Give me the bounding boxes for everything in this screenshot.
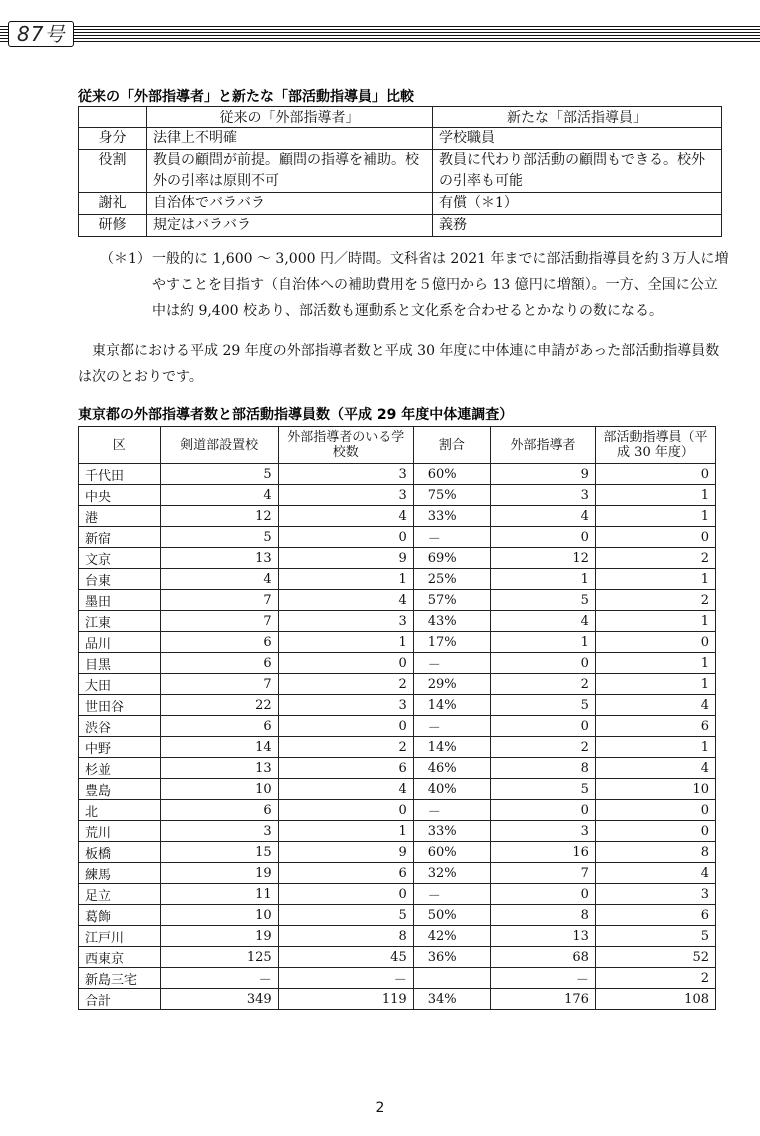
comparison-old-cell: 規定はバラバラ xyxy=(147,215,433,237)
schools-with-coach-cell: 3 xyxy=(278,464,413,485)
kendo-schools-cell: 12 xyxy=(160,506,278,527)
ward-cell: 北 xyxy=(79,800,161,821)
schools-with-coach-cell: 6 xyxy=(278,758,413,779)
ratio-cell: － xyxy=(413,527,490,548)
ratio-cell: 32% xyxy=(413,863,490,884)
stats-row xyxy=(79,968,716,989)
external-coaches-cell: 0 xyxy=(491,527,596,548)
issue-number-tab: 87号 xyxy=(8,21,74,47)
club-instructors-cell: 5 xyxy=(595,926,715,947)
external-coaches-cell: 16 xyxy=(491,842,596,863)
comparison-old-cell: 法律上不明確 xyxy=(147,128,433,150)
schools-with-coach-cell: 2 xyxy=(278,674,413,695)
stats-row xyxy=(79,905,716,926)
external-coaches-cell: 2 xyxy=(491,737,596,758)
ratio-cell: 50% xyxy=(413,905,490,926)
external-coaches-cell: 4 xyxy=(491,506,596,527)
schools-with-coach-cell: 8 xyxy=(278,926,413,947)
external-coaches-cell: － xyxy=(491,968,596,989)
external-coaches-cell: 68 xyxy=(491,947,596,968)
ratio-cell: 25% xyxy=(413,569,490,590)
club-instructors-cell: 6 xyxy=(595,905,715,926)
club-instructors-cell: 4 xyxy=(595,758,715,779)
stats-row xyxy=(79,737,716,758)
ratio-cell: 17% xyxy=(413,632,490,653)
club-instructors-cell: 1 xyxy=(595,674,715,695)
schools-with-coach-cell: 45 xyxy=(278,947,413,968)
kendo-schools-cell: 7 xyxy=(160,674,278,695)
kendo-schools-cell: 13 xyxy=(160,548,278,569)
comparison-row-label: 研修 xyxy=(79,215,147,237)
schools-with-coach-cell: 4 xyxy=(278,779,413,800)
comparison-header-new: 新たな「部活指導員」 xyxy=(433,107,722,128)
stats-header-external-coaches: 外部指導者 xyxy=(491,427,596,464)
club-instructors-cell: 0 xyxy=(595,821,715,842)
stats-row xyxy=(79,863,716,884)
schools-with-coach-cell: 3 xyxy=(278,695,413,716)
ward-cell: 足立 xyxy=(79,884,161,905)
ratio-cell: 46% xyxy=(413,758,490,779)
kendo-schools-cell: 13 xyxy=(160,758,278,779)
ward-cell: 豊島 xyxy=(79,779,161,800)
schools-with-coach-cell: 0 xyxy=(278,884,413,905)
comparison-row xyxy=(79,193,722,215)
stats-row xyxy=(79,569,716,590)
club-instructors-cell: 1 xyxy=(595,485,715,506)
stats-header-schools-with-coach: 外部指導者のいる学校数 xyxy=(278,427,413,464)
stats-header-ward: 区 xyxy=(79,427,161,464)
schools-with-coach-cell: 4 xyxy=(278,506,413,527)
comparison-table xyxy=(78,106,722,237)
comparison-new-cell: 義務 xyxy=(433,215,722,237)
external-coaches-cell: 0 xyxy=(491,653,596,674)
schools-with-coach-cell: 6 xyxy=(278,863,413,884)
ward-cell: 新宿 xyxy=(79,527,161,548)
stats-row xyxy=(79,632,716,653)
stats-row xyxy=(79,674,716,695)
intro-paragraph: 東京都における平成 29 年度の外部指導者数と平成 30 年度に中体連に申請があった部活動指導員数は次のとおりです。 xyxy=(78,343,720,385)
ratio-cell: 60% xyxy=(413,842,490,863)
kendo-schools-cell: 7 xyxy=(160,611,278,632)
ward-cell: 墨田 xyxy=(79,590,161,611)
external-coaches-cell: 2 xyxy=(491,674,596,695)
external-coaches-cell: 8 xyxy=(491,905,596,926)
ratio-cell xyxy=(413,968,490,989)
ratio-cell: 40% xyxy=(413,779,490,800)
stats-row xyxy=(79,989,716,1010)
kendo-schools-cell: 4 xyxy=(160,485,278,506)
ward-cell: 杉並 xyxy=(79,758,161,779)
stats-row xyxy=(79,842,716,863)
stats-row xyxy=(79,548,716,569)
stats-title: 東京都の外部指導者数と部活動指導員数（平成 29 年度中体連調査） xyxy=(78,407,514,423)
club-instructors-cell: 1 xyxy=(595,653,715,674)
schools-with-coach-cell: 4 xyxy=(278,590,413,611)
ratio-cell: － xyxy=(413,884,490,905)
schools-with-coach-cell: 1 xyxy=(278,569,413,590)
stats-row xyxy=(79,926,716,947)
ward-cell: 合計 xyxy=(79,989,161,1010)
external-coaches-cell: 8 xyxy=(491,758,596,779)
stats-row xyxy=(79,695,716,716)
stats-header-kendo-schools: 剣道部設置校 xyxy=(160,427,278,464)
ratio-cell: 33% xyxy=(413,821,490,842)
ratio-cell: 29% xyxy=(413,674,490,695)
ward-cell: 品川 xyxy=(79,632,161,653)
club-instructors-cell: 4 xyxy=(595,863,715,884)
ward-cell: 千代田 xyxy=(79,464,161,485)
club-instructors-cell: 2 xyxy=(595,548,715,569)
ward-cell: 板橋 xyxy=(79,842,161,863)
comparison-row xyxy=(79,128,722,150)
external-coaches-cell: 1 xyxy=(491,569,596,590)
comparison-old-cell: 自治体でバラバラ xyxy=(147,193,433,215)
club-instructors-cell: 2 xyxy=(595,590,715,611)
ratio-cell: 33% xyxy=(413,506,490,527)
external-coaches-cell: 9 xyxy=(491,464,596,485)
kendo-schools-cell: 125 xyxy=(160,947,278,968)
external-coaches-cell: 13 xyxy=(491,926,596,947)
comparison-header-blank xyxy=(79,107,147,128)
external-coaches-cell: 3 xyxy=(491,821,596,842)
schools-with-coach-cell: 1 xyxy=(278,632,413,653)
external-coaches-cell: 5 xyxy=(491,779,596,800)
club-instructors-cell: 1 xyxy=(595,737,715,758)
ratio-cell: 43% xyxy=(413,611,490,632)
stats-header-club-instructors: 部活動指導員（平成 30 年度） xyxy=(595,427,715,464)
club-instructors-cell: 4 xyxy=(595,695,715,716)
stats-header-row xyxy=(79,427,716,464)
club-instructors-cell: 6 xyxy=(595,716,715,737)
schools-with-coach-cell: － xyxy=(278,968,413,989)
stats-row xyxy=(79,821,716,842)
comparison-new-cell: 学校職員 xyxy=(433,128,722,150)
comparison-row xyxy=(79,150,722,193)
schools-with-coach-cell: 0 xyxy=(278,653,413,674)
ratio-cell: 14% xyxy=(413,695,490,716)
stats-row xyxy=(79,464,716,485)
page-number: 2 xyxy=(375,1100,385,1116)
external-coaches-cell: 4 xyxy=(491,611,596,632)
comparison-row xyxy=(79,215,722,237)
comparison-new-cell: 有償（＊1） xyxy=(433,193,722,215)
ratio-cell: 14% xyxy=(413,737,490,758)
comparison-header-old: 従来の「外部指導者」 xyxy=(147,107,433,128)
stats-row xyxy=(79,779,716,800)
club-instructors-cell: 1 xyxy=(595,569,715,590)
club-instructors-cell: 0 xyxy=(595,464,715,485)
ward-cell: 中野 xyxy=(79,737,161,758)
stats-row xyxy=(79,758,716,779)
comparison-title: 従来の「外部指導者」と新たな「部活動指導員」比較 xyxy=(78,89,414,105)
ratio-cell: － xyxy=(413,653,490,674)
kendo-schools-cell: 3 xyxy=(160,821,278,842)
club-instructors-cell: 0 xyxy=(595,632,715,653)
comparison-row-label: 役割 xyxy=(79,150,147,193)
kendo-schools-cell: － xyxy=(160,968,278,989)
comparison-old-cell: 教員の顧問が前提。顧問の指導を補助。校外の引率は原則不可 xyxy=(147,150,433,193)
external-coaches-cell: 0 xyxy=(491,800,596,821)
club-instructors-cell: 52 xyxy=(595,947,715,968)
external-coaches-cell: 1 xyxy=(491,632,596,653)
external-coaches-cell: 176 xyxy=(491,989,596,1010)
stats-row xyxy=(79,506,716,527)
club-instructors-cell: 2 xyxy=(595,968,715,989)
schools-with-coach-cell: 0 xyxy=(278,800,413,821)
stats-header-ratio: 割合 xyxy=(413,427,490,464)
kendo-schools-cell: 6 xyxy=(160,716,278,737)
ratio-cell: 42% xyxy=(413,926,490,947)
kendo-schools-cell: 10 xyxy=(160,905,278,926)
comparison-header-row xyxy=(79,107,722,128)
stats-row xyxy=(79,947,716,968)
ward-cell: 西東京 xyxy=(79,947,161,968)
kendo-schools-cell: 7 xyxy=(160,590,278,611)
external-coaches-cell: 3 xyxy=(491,485,596,506)
kendo-schools-cell: 6 xyxy=(160,653,278,674)
club-instructors-cell: 3 xyxy=(595,884,715,905)
kendo-schools-cell: 19 xyxy=(160,863,278,884)
kendo-schools-cell: 349 xyxy=(160,989,278,1010)
ratio-cell: 57% xyxy=(413,590,490,611)
club-instructors-cell: 1 xyxy=(595,611,715,632)
ward-cell: 葛飾 xyxy=(79,905,161,926)
schools-with-coach-cell: 3 xyxy=(278,485,413,506)
ward-cell: 文京 xyxy=(79,548,161,569)
ward-cell: 中央 xyxy=(79,485,161,506)
schools-with-coach-cell: 1 xyxy=(278,821,413,842)
external-coaches-cell: 0 xyxy=(491,716,596,737)
kendo-schools-cell: 14 xyxy=(160,737,278,758)
footnote xyxy=(100,246,730,324)
club-instructors-cell: 108 xyxy=(595,989,715,1010)
kendo-schools-cell: 6 xyxy=(160,800,278,821)
ward-cell: 練馬 xyxy=(79,863,161,884)
kendo-schools-cell: 6 xyxy=(160,632,278,653)
ward-cell: 世田谷 xyxy=(79,695,161,716)
comparison-new-cell: 教員に代わり部活動の顧問もできる。校外の引率も可能 xyxy=(433,150,722,193)
kendo-schools-cell: 4 xyxy=(160,569,278,590)
kendo-schools-cell: 19 xyxy=(160,926,278,947)
kendo-schools-cell: 11 xyxy=(160,884,278,905)
ratio-cell: 69% xyxy=(413,548,490,569)
ward-cell: 渋谷 xyxy=(79,716,161,737)
kendo-schools-cell: 22 xyxy=(160,695,278,716)
ward-cell: 台東 xyxy=(79,569,161,590)
comparison-row-label: 謝礼 xyxy=(79,193,147,215)
ward-cell: 大田 xyxy=(79,674,161,695)
footnote-mark: （＊1） xyxy=(100,251,151,267)
ward-cell: 港 xyxy=(79,506,161,527)
external-coaches-cell: 5 xyxy=(491,590,596,611)
schools-with-coach-cell: 0 xyxy=(278,527,413,548)
stats-row xyxy=(79,485,716,506)
schools-with-coach-cell: 5 xyxy=(278,905,413,926)
ratio-cell: － xyxy=(413,800,490,821)
ratio-cell: 60% xyxy=(413,464,490,485)
stats-row xyxy=(79,800,716,821)
ward-cell: 新島三宅 xyxy=(79,968,161,989)
schools-with-coach-cell: 9 xyxy=(278,842,413,863)
ratio-cell: － xyxy=(413,716,490,737)
stats-table xyxy=(78,426,716,1010)
header-band xyxy=(0,26,760,43)
external-coaches-cell: 7 xyxy=(491,863,596,884)
ratio-cell: 34% xyxy=(413,989,490,1010)
stats-row xyxy=(79,653,716,674)
club-instructors-cell: 0 xyxy=(595,527,715,548)
stats-row xyxy=(79,884,716,905)
ward-cell: 目黒 xyxy=(79,653,161,674)
kendo-schools-cell: 15 xyxy=(160,842,278,863)
club-instructors-cell: 10 xyxy=(595,779,715,800)
stats-body xyxy=(79,464,716,1010)
ratio-cell: 75% xyxy=(413,485,490,506)
external-coaches-cell: 0 xyxy=(491,884,596,905)
stats-row xyxy=(79,590,716,611)
ward-cell: 荒川 xyxy=(79,821,161,842)
club-instructors-cell: 8 xyxy=(595,842,715,863)
comparison-row-label: 身分 xyxy=(79,128,147,150)
ward-cell: 江戸川 xyxy=(79,926,161,947)
stats-row xyxy=(79,611,716,632)
schools-with-coach-cell: 3 xyxy=(278,611,413,632)
stats-row xyxy=(79,716,716,737)
kendo-schools-cell: 5 xyxy=(160,527,278,548)
external-coaches-cell: 5 xyxy=(491,695,596,716)
external-coaches-cell: 12 xyxy=(491,548,596,569)
club-instructors-cell: 0 xyxy=(595,800,715,821)
schools-with-coach-cell: 2 xyxy=(278,737,413,758)
kendo-schools-cell: 10 xyxy=(160,779,278,800)
schools-with-coach-cell: 0 xyxy=(278,716,413,737)
schools-with-coach-cell: 119 xyxy=(278,989,413,1010)
footnote-text: 一般的に 1,600 ～ 3,000 円／時間。文科省は 2021 年までに部活動指導員を約３万人に増やすことを目指す（自治体への補助費用を５億円から 13 億円に増額）。一方、全国に公立中は約 9,400 校あり、部活数も運動系と文化系を合わせるとかなりの数になる。 xyxy=(152,251,729,319)
club-instructors-cell: 1 xyxy=(595,506,715,527)
ratio-cell: 36% xyxy=(413,947,490,968)
stats-row xyxy=(79,527,716,548)
schools-with-coach-cell: 9 xyxy=(278,548,413,569)
ward-cell: 江東 xyxy=(79,611,161,632)
kendo-schools-cell: 5 xyxy=(160,464,278,485)
